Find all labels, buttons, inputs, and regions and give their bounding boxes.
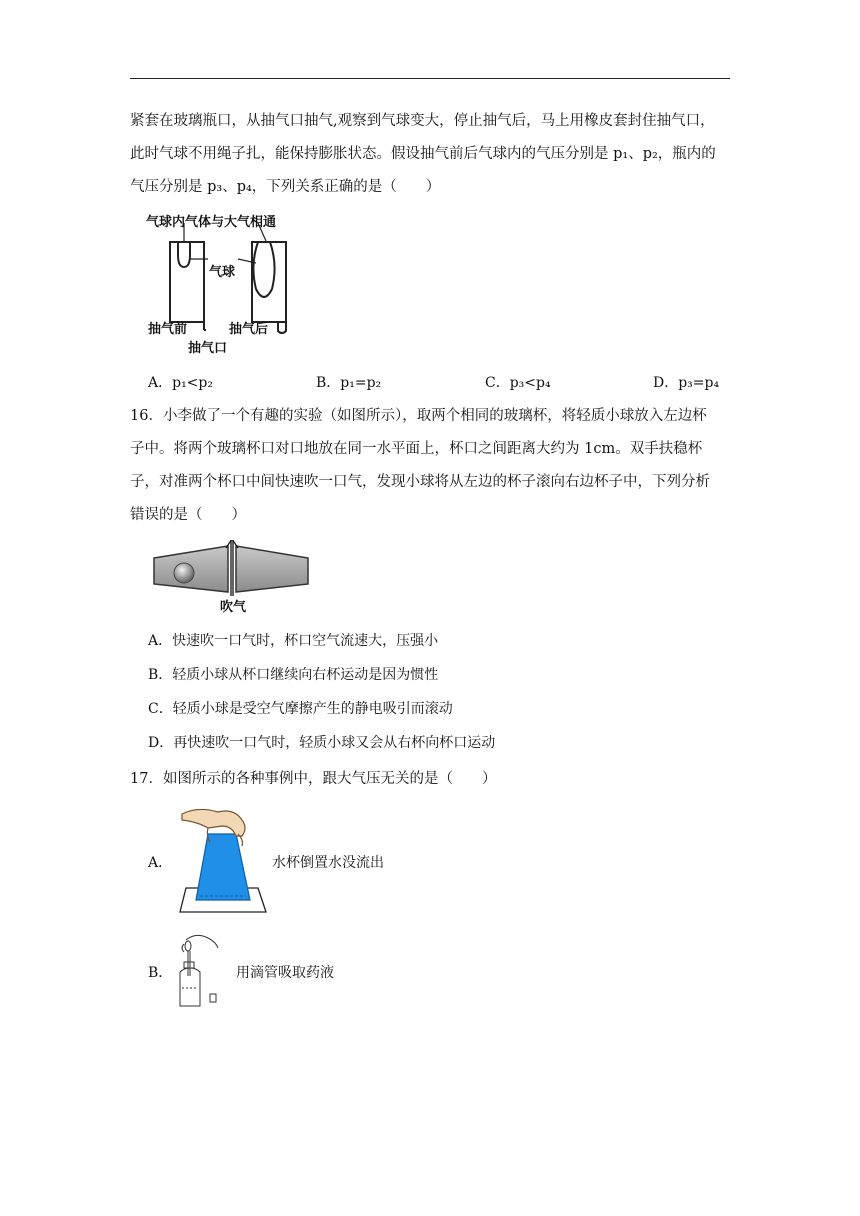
q15-label-balloon: 气球 bbox=[209, 265, 236, 280]
q17-option-a-text: 水杯倒置水没流出 bbox=[272, 855, 384, 871]
q16-option-a[interactable]: A．快速吹一口气时，杯口空气流速大，压强小 bbox=[148, 633, 439, 649]
q15-label-before: 抽气前 bbox=[148, 322, 188, 337]
q15-line-1: 紧套在玻璃瓶口，从抽气口抽气,观察到气球变大，停止抽气后，马上用橡皮套封住抽气口， bbox=[130, 113, 715, 129]
q17-inverted-cup-figure bbox=[178, 806, 268, 916]
q15-option-b[interactable]: B．p₁=p₂ bbox=[316, 375, 382, 391]
q15-option-d[interactable]: D．p₃=p₄ bbox=[653, 375, 720, 391]
q16-option-b[interactable]: B．轻质小球从杯口继续向右杯运动是因为惯性 bbox=[148, 667, 439, 683]
q16-cups-figure bbox=[152, 540, 310, 596]
q15-stem bbox=[130, 105, 740, 204]
q16-line-3: 子，对准两个杯口中间快速吹一口气，发现小球将从左边的杯子滚向右边杯子中，下列分析 bbox=[130, 474, 710, 490]
q17-stem: 17．如图所示的各种事例中，跟大气压无关的是（ ） bbox=[130, 771, 497, 787]
q16-line-1: 16．小李做了一个有趣的实验（如图所示），取两个相同的玻璃杯，将轻质小球放入左边杯 bbox=[130, 408, 707, 424]
q16-option-c[interactable]: C．轻质小球是受空气摩擦产生的静电吸引而滚动 bbox=[148, 701, 453, 717]
q16-stem bbox=[130, 400, 740, 532]
q15-label-port: 抽气口 bbox=[188, 341, 228, 356]
q17-option-b-letter[interactable]: B． bbox=[148, 965, 173, 981]
q15-label-top: 气球内气体与大气相通 bbox=[146, 215, 277, 230]
q17-dropper-figure bbox=[172, 932, 228, 1010]
q17-option-a-letter[interactable]: A． bbox=[148, 855, 173, 871]
q15-label-after: 抽气后 bbox=[229, 322, 269, 337]
header-rule bbox=[130, 78, 730, 79]
q15-option-c[interactable]: C．p₃<p₄ bbox=[485, 375, 551, 391]
q16-line-2: 子中。将两个玻璃杯口对口地放在同一水平面上，杯口之间距离大约为 1cm。双手扶稳杯 bbox=[130, 441, 703, 457]
q15-option-a[interactable]: A．p₁<p₂ bbox=[148, 375, 213, 391]
q16-line-4: 错误的是（ ） bbox=[130, 507, 246, 523]
q16-option-d[interactable]: D．再快速吹一口气时，轻质小球又会从右杯向杯口运动 bbox=[148, 735, 496, 751]
q15-line-3: 气压分别是 p₃、p₄，下列关系正确的是（ ） bbox=[130, 179, 441, 195]
q17-option-b-text: 用滴管吸取药液 bbox=[236, 965, 334, 981]
q16-figure-label: 吹气 bbox=[220, 600, 247, 615]
q15-line-2: 此时气球不用绳子扎，能保持膨胀状态。假设抽气前后气球内的气压分别是 p₁、p₂，瓶内的 bbox=[130, 146, 716, 162]
